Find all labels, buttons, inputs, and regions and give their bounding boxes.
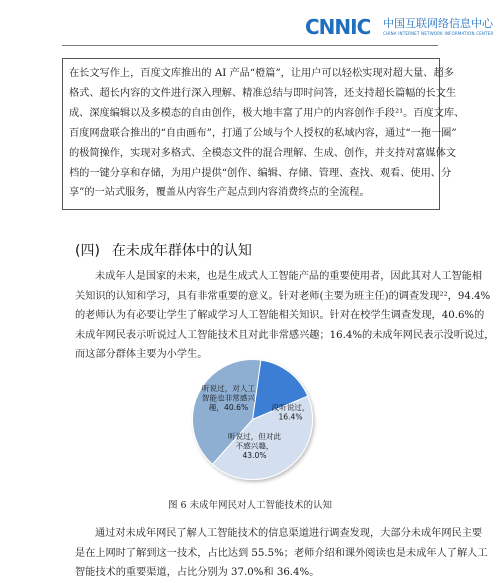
- pie-slice-label: 听说过，对人工智能也非常感兴趣，40.6%: [201, 384, 256, 412]
- boxed-text-block: [62, 58, 465, 210]
- boxed-text-line: 档的一键分享和存储，为用户提供“创作、编辑、存储、管理、查找、观看、使用、分: [69, 167, 452, 179]
- logo-chinese-name: 中国互联网络信息中心: [383, 17, 493, 30]
- logo-mark: CNNIC: [305, 15, 371, 39]
- pie-slice-label: 听说过，但对此不感兴趣， 43.0%: [227, 432, 282, 460]
- section-heading: [75, 240, 252, 260]
- boxed-text-line: 在长文写作上，百度文库推出的 AI 产品“橙篇”，让用户可以轻松实现对超大量、超多: [69, 68, 454, 79]
- section-number: (四): [75, 243, 100, 259]
- header-divider: [62, 45, 438, 46]
- paragraph-line: 而这部分群体主要为小学生。: [75, 349, 208, 361]
- paragraph-line: 关知识的认知和学习，具有非常重要的意义。针对老师(主要为班主任)的调查发现²²，94.4%: [75, 290, 491, 302]
- boxed-text-line: 格式、超长内容的文件进行深入理解、精准总结与即时问答，还支持超长篇幅的长文生: [69, 87, 457, 99]
- cnnic-logo: [305, 16, 495, 42]
- paragraph-line: 未成年网民表示听说过人工智能技术且对此非常感兴趣；16.4%的未成年网民表示没听说过，: [75, 329, 495, 341]
- section-title: 在未成年群体中的认知: [111, 243, 252, 259]
- paragraph-line: 智能技术的重要渠道，占比分别为 37.0%和 36.4%。: [75, 567, 320, 579]
- paragraph-line: 是在上网时了解到这一技术，占比达到 55.5%；老师介绍和课外阅读也是未成年人了解人工: [75, 547, 488, 559]
- paragraph-line: 通过对未成年网民了解人工智能技术的信息渠道进行调查发现，大部分未成年网民主要: [95, 528, 483, 539]
- boxed-text-line: 成、深度编辑以及多模态的自由创作，极大地丰富了用户的内容创作手段²¹。百度文库、: [69, 107, 465, 119]
- paragraph-1: [75, 267, 495, 365]
- boxed-text-line: 百度网盘联合推出的“自由画布”，打通了公域与个人授权的私域内容，通过“一拖一圈”: [69, 127, 457, 139]
- pie-slice-label: 没听说过， 16.4%: [271, 402, 310, 422]
- boxed-text-line: 享”的一站式服务，覆盖从内容生产起点到内容消费终点的全流程。: [69, 187, 370, 199]
- boxed-text-line: 的极简操作，实现对多格式、全模态文件的混合理解、生成、创作，并支持对富媒体文: [69, 147, 457, 159]
- figure-caption: 图 6 未成年网民对人工智能技术的认知: [167, 500, 333, 511]
- paragraph-2: [75, 524, 488, 583]
- awareness-pie-chart: [185, 352, 320, 487]
- paragraph-line: 的老师认为有必要让学生了解或学习人工智能相关知识。针对在校学生调查发现，40.6%的: [75, 310, 485, 322]
- paragraph-line: 未成年人是国家的未来，也是生成式人工智能产品的重要使用者，因此其对人工智能相: [95, 271, 483, 282]
- logo-english-name: CHINA INTERNET NETWORK INFORMATION CENTER: [383, 31, 494, 36]
